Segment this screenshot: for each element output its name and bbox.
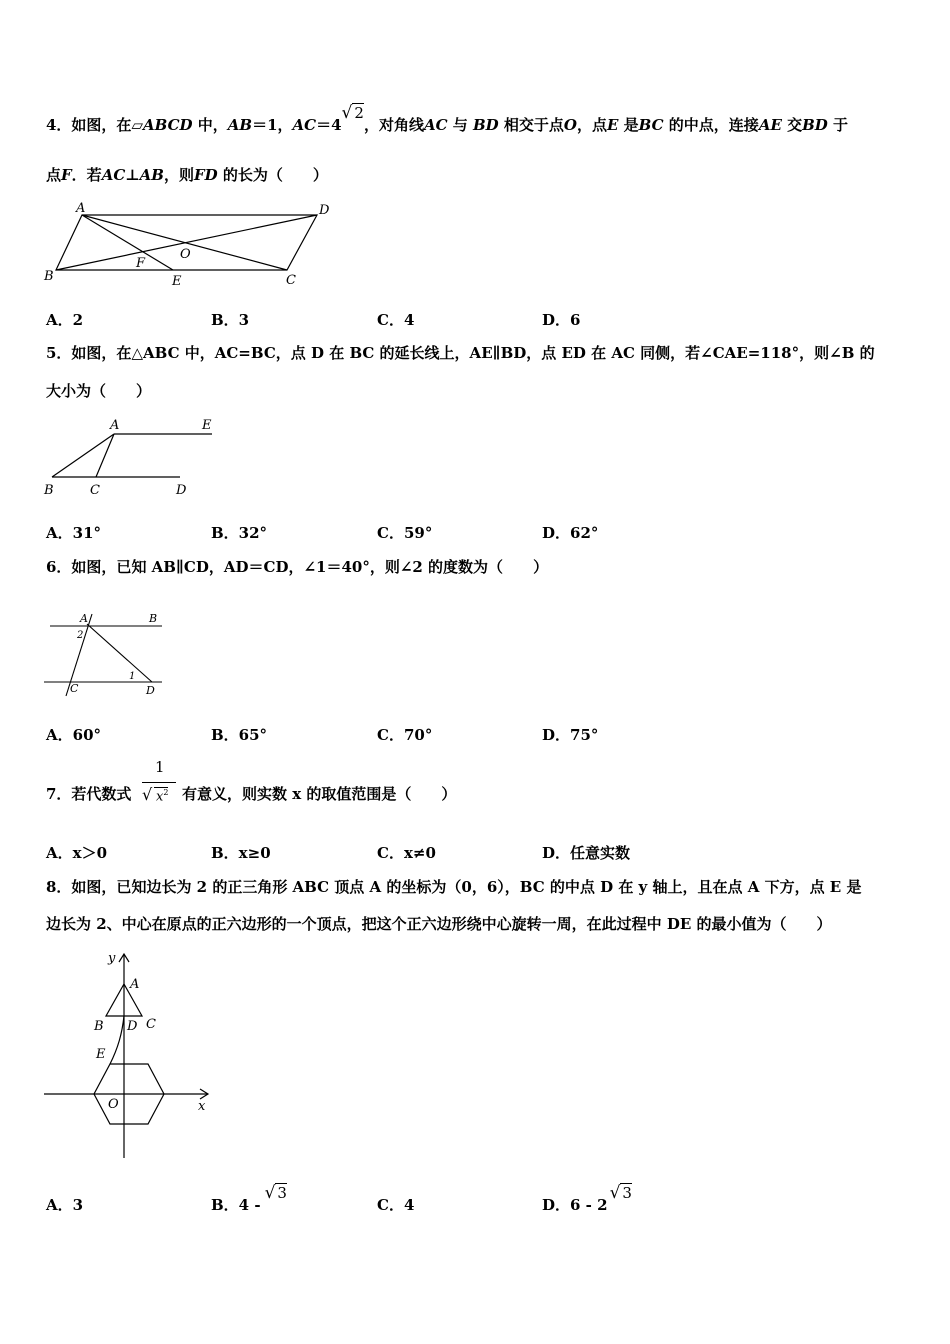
q8-option-d-sqrt: √ 3 [609,1183,632,1203]
q8-label-o: O [108,1097,119,1112]
q6-label-d: D [146,684,155,697]
q7-option-b[interactable]: B．x≥0 [211,844,271,862]
q5-label-b: B [44,483,54,498]
q8-option-c[interactable]: C．4 [377,1196,415,1214]
q4-label-a: A [76,201,86,216]
q8-label-e: E [96,1047,106,1062]
q5-option-b[interactable]: B．32° [211,524,268,542]
q4-label-d: D [319,203,330,218]
q8-line2: 边长为 2、中心在原点的正六边形的一个顶点，把这个正六边形绕中心旋转一周，在此过程中 DE 的最小值为（ ） [46,915,832,933]
q8-label-x: x [198,1099,206,1114]
q7-numerator: 1 [155,758,165,776]
q5-option-a[interactable]: A．31° [46,524,102,542]
q8-label-b: B [94,1019,104,1034]
q5-triangle-figure [42,414,222,502]
q4-label-f: F [136,256,146,271]
q6-option-b[interactable]: B．65° [211,726,268,744]
q6-label-c: C [70,682,79,695]
q4-line1: 4．如图，在▱ABCD 中，AB＝1，AC＝4√ 2，对角线AC 与 BD 相交于点O，点E 是BC 的中点，连接AE 交BD 于 [46,103,849,134]
q6-option-c[interactable]: C．70° [377,726,433,744]
q8-label-y: y [108,951,116,966]
q7-fraction-bar [142,782,176,783]
q5-option-d[interactable]: D．62° [542,524,599,542]
q7-option-a[interactable]: A．x＞0 [46,844,108,862]
q4-line2: 点F．若AC⊥AB，则FD 的长为（ ） [46,166,328,184]
q7-option-d[interactable]: D．任意实数 [542,844,631,862]
q4-option-c[interactable]: C．4 [377,311,415,329]
q4-option-a[interactable]: A．2 [46,311,84,329]
q6-label-b: B [149,612,158,625]
q5-option-c[interactable]: C．59° [377,524,433,542]
q6-parallel-lines-figure [42,608,172,700]
q5-label-d: D [176,483,187,498]
q7-suffix: 有意义，则实数 x 的取值范围是（ ） [182,785,457,803]
q4-label-b: B [44,269,54,284]
q7-sqrt-sign: √ [142,785,153,804]
q8-label-a: A [130,977,140,992]
q7-line1: 7．若代数式 [46,785,132,803]
q8-label-c: C [146,1017,156,1032]
q4-label-e: E [172,274,182,289]
q5-label-a: A [110,418,120,433]
sqrt-2: √ 2 [341,103,364,123]
q5-label-c: C [90,483,100,498]
q5-line1: 5．如图，在△ABC 中，AC=BC，点 D 在 BC 的延长线上，AE∥BD，点 ED 在 AC 同侧，若∠CAE=118°，则∠B 的 [46,344,875,362]
q6-option-a[interactable]: A．60° [46,726,102,744]
q6-angle-2-label: 2 [77,630,84,641]
q4-option-d[interactable]: D．6 [542,311,581,329]
q7-fraction [140,758,180,810]
q8-path-de [110,1016,124,1064]
q8-label-d: D [127,1019,138,1034]
q8-line1: 8．如图，已知边长为 2 的正三角形 ABC 顶点 A 的坐标为（0，6），BC 的中点 D 在 y 轴上，且在点 A 下方，点 E 是 [46,878,862,896]
q4-label-o: O [180,247,191,262]
q4-option-b[interactable]: B．3 [211,311,250,329]
q6-line1: 6．如图，已知 AB∥CD，AD＝CD，∠1＝40°，则∠2 的度数为（ ） [46,558,549,576]
q7-option-c[interactable]: C．x≠0 [377,844,436,862]
q5-label-e: E [202,418,212,433]
q5-line2: 大小为（ ） [46,382,152,400]
q8-option-d[interactable]: D．6 - 2√ 3 [542,1183,632,1214]
q8-option-a[interactable]: A．3 [46,1196,84,1214]
q6-option-d[interactable]: D．75° [542,726,599,744]
q4-label-c: C [286,273,296,288]
q6-segment-ad [87,624,152,682]
q8-coordinate-figure [40,948,220,1163]
q8-option-b[interactable]: B．4 -√ 3 [211,1183,287,1214]
q4-parallelogram-figure [40,198,340,293]
q6-angle-1-label: 1 [129,671,136,682]
q7-radicand: $x^2$ [156,788,169,805]
q8-option-b-sqrt: √ 3 [264,1183,287,1203]
q6-label-a: A [80,612,88,625]
